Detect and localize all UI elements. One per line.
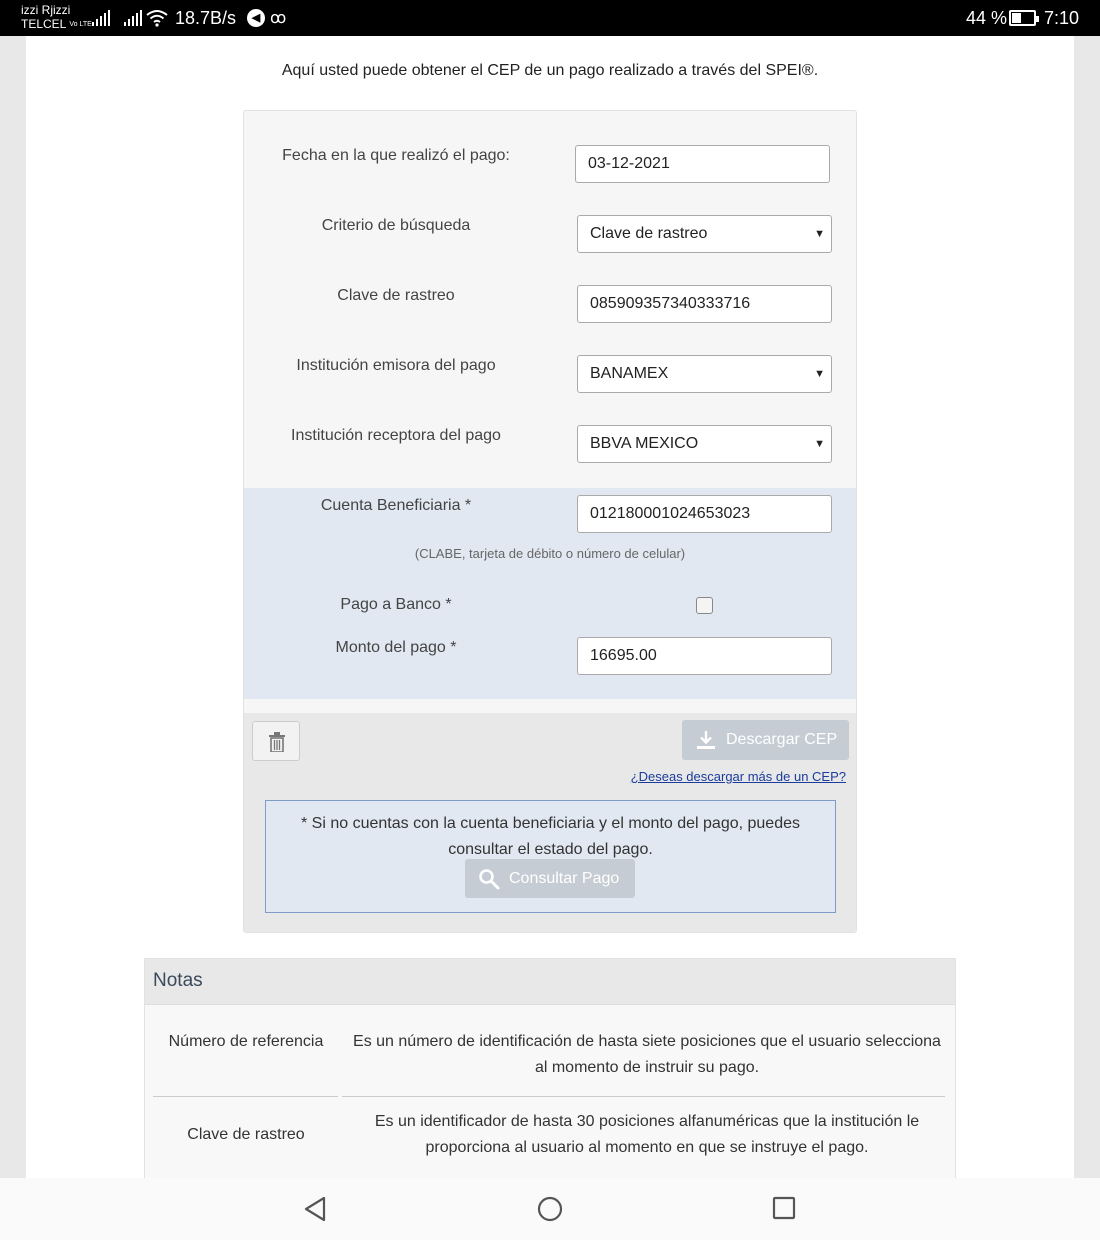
volte-label: Vo LTE [69, 21, 92, 29]
trash-icon [268, 732, 286, 752]
consult-info-text: * Si no cuentas con la cuenta beneficiaria y el monto del pago, puedes consultar el estado del pago. [301, 815, 800, 858]
consult-payment-label: Consultar Pago [509, 870, 620, 887]
signal-icon [92, 10, 110, 26]
clock: 7:10 [1044, 8, 1080, 28]
notes-panel [144, 958, 956, 1178]
monto-input[interactable]: 16695.00 [577, 637, 832, 675]
clave-input[interactable]: 085909357340333716 [577, 285, 832, 323]
pago-banco-checkbox[interactable] [696, 597, 713, 614]
download-cep-label: Descargar CEP [726, 731, 838, 748]
receptora-select[interactable]: BBVA MEXICO ▼ [577, 425, 832, 463]
navigation-bar [0, 1178, 1100, 1240]
criterio-select[interactable]: Clave de rastreo ▼ [577, 215, 832, 253]
search-icon [478, 868, 500, 890]
note-term: Clave de rastreo [187, 1126, 305, 1143]
pago-banco-label: Pago a Banco * [340, 596, 452, 613]
notes-title: Notas [145, 959, 955, 1005]
notes-divider [153, 1096, 338, 1097]
signal-icon [124, 10, 142, 26]
page-content [26, 36, 1074, 1178]
net-speed: 18.7B/s [175, 8, 237, 28]
back-icon[interactable] [303, 1196, 327, 1222]
criterio-label: Criterio de búsqueda [321, 217, 471, 234]
cuenta-label: Cuenta Beneficiaria * [320, 497, 472, 514]
battery-percent: 44 % [966, 8, 1008, 28]
monto-label: Monto del pago * [335, 639, 457, 656]
download-icon [696, 730, 716, 750]
intro-text: Aquí usted puede obtener el CEP de un pago realizado a través del SPEI®. [281, 62, 819, 79]
home-icon[interactable] [537, 1196, 563, 1222]
note-description: Es un número de identificación de hasta siete posiciones que el usuario selecciona al momento de instruir su pago. [353, 1033, 941, 1076]
app-icon: ꝏ [270, 10, 287, 27]
carrier-info [21, 3, 92, 31]
recents-icon[interactable] [772, 1196, 796, 1220]
download-cep-button[interactable] [682, 720, 849, 760]
beneficiary-section [244, 488, 856, 699]
fecha-label: Fecha en la que realizó el pago: [282, 147, 510, 164]
cep-form-panel [243, 110, 857, 933]
consult-payment-button[interactable] [465, 859, 635, 898]
carrier-name-2: TELCEL [21, 17, 67, 31]
fecha-input[interactable]: 03-12-2021 [575, 145, 830, 183]
notification-icon: ◀ [247, 9, 265, 27]
clear-button[interactable] [252, 721, 300, 761]
notes-divider [342, 1096, 945, 1097]
status-bar [0, 0, 1100, 36]
emisora-label: Institución emisora del pago [296, 357, 496, 374]
emisora-select[interactable]: BANAMEX ▼ [577, 355, 832, 393]
consult-info-box [265, 800, 836, 913]
carrier-name-1: izzi Rjizzi [21, 3, 71, 17]
clave-label: Clave de rastreo [337, 287, 455, 304]
action-area [244, 713, 856, 932]
wifi-icon [146, 9, 168, 27]
battery-icon [1009, 10, 1036, 26]
cuenta-input[interactable]: 012180001024653023 [577, 495, 832, 533]
note-description: Es un identificador de hasta 30 posiciones alfanuméricas que la institución le proporciona al usuario al momento en que se instruye el pago. [374, 1113, 920, 1156]
more-cep-link[interactable]: ¿Deseas descargar más de un CEP? [630, 769, 846, 784]
note-term: Número de referencia [168, 1033, 324, 1050]
receptora-label: Institución receptora del pago [291, 427, 501, 444]
cuenta-hint: (CLABE, tarjeta de débito o número de celular) [414, 546, 686, 561]
